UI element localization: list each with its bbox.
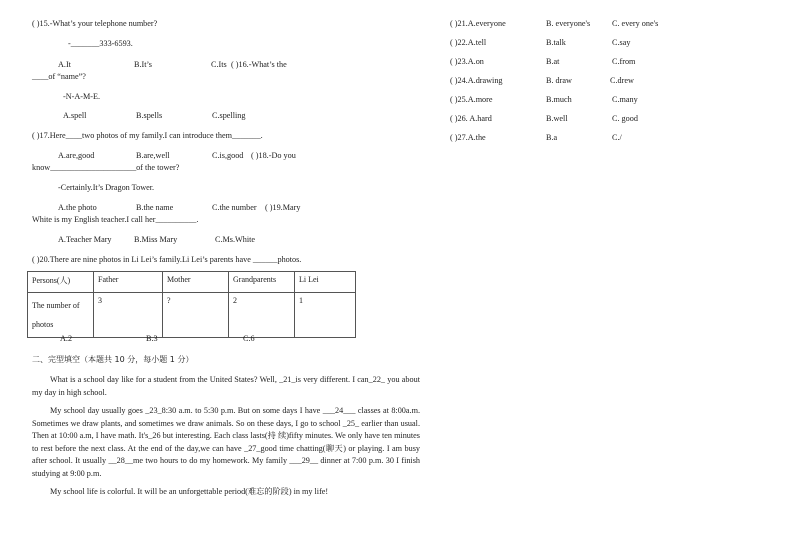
q18-option-a: A.the photo	[58, 203, 97, 212]
q16-stem-cont: ____of “name”?	[32, 72, 86, 81]
q16-option-a: A.spell	[63, 111, 87, 120]
q18-option-c: C.the number	[212, 203, 257, 212]
q20-option-b: B.3	[146, 334, 158, 343]
q15-option-a: A.It	[58, 60, 71, 69]
cloze-passage	[32, 374, 420, 505]
q17-stem: ( )17.Here____two photos of my family.I can introduce them_______.	[32, 131, 263, 140]
table-header-persons: Persons(人)	[28, 272, 94, 293]
q18-stem-cont: know_____________________of the tower?	[32, 163, 180, 172]
photos-table	[27, 271, 356, 338]
q24-option-c: C.drew	[610, 76, 634, 85]
q22-stem: ( )22.A.tell	[450, 38, 487, 47]
q20-stem: ( )20.There are nine photos in Li Lei’s family.Li Lei’s parents have ______photos.	[32, 255, 302, 264]
q18-stem-start: ( )18.-Do you	[251, 151, 296, 160]
q18-option-b: B.the name	[136, 203, 174, 212]
q18-response: -Certainly.It’s Dragon Tower.	[58, 183, 155, 192]
q16-option-b: B.spells	[136, 111, 163, 120]
q17-option-c: C.is,good	[212, 151, 244, 160]
cloze-paragraph-2: My school day usually goes _23_8:30 a.m. to 5:30 p.m. But on some days I have ___24___ classes at 8:00a.m. Sometimes we draw plants, and sometimes we draw animals. So on these days, I go to school _25_ earlier than usual. Then at 10:00 a.m, I have math. It's_26 but interesting. Each class lasts(持 续)fifty minutes. We only have ten minutes to rest before the next class. At the end of the day,we can have _27_good time chatting(聊天) or playing. I am busy after school. It usually __28__me two hours to do my homework. My family ___29__ dinner at 7:00 p.m. 30 I finish studying at 9:00 p.m.	[32, 406, 420, 478]
q27-option-c: C./	[612, 133, 622, 142]
table-cell-li-lei: 1	[295, 293, 356, 338]
table-header-mother: Mother	[163, 272, 229, 293]
cloze-paragraph-3: My school life is colorful. It will be an unforgettable period(难忘的阶段) in my life!	[50, 487, 329, 496]
q23-option-b: B.at	[546, 57, 560, 66]
table-row-label-line1: The number of	[32, 301, 80, 310]
q15-answer-line: -_______333-6593.	[68, 39, 133, 48]
table-row-label-line2: photos	[32, 320, 54, 329]
q26-option-b: B.well	[546, 114, 568, 123]
q26-stem: ( )26. A.hard	[450, 114, 492, 123]
table-header-li-lei: Li Lei	[295, 272, 356, 293]
q23-stem: ( )23.A.on	[450, 57, 484, 66]
q15-option-c: C.Its	[211, 60, 227, 69]
q24-stem: ( )24.A.drawing	[450, 76, 503, 85]
q19-option-a: A.Teacher Mary	[58, 235, 112, 244]
q22-option-b: B.talk	[546, 38, 566, 47]
q19-stem-cont: White is my English teacher.I call her__________.	[32, 215, 199, 224]
q25-option-c: C.many	[612, 95, 638, 104]
cloze-paragraph-1: What is a school day like for a student from the United States? Well, _21_is very different. I can_22_ you about my day in high school.	[32, 375, 420, 397]
q19-option-c: C.Ms.White	[215, 235, 256, 244]
section-heading: 二、完型填空（本题共 10 分，每小题 1 分）	[32, 355, 194, 364]
q16-spelling: -N-A-M-E.	[63, 92, 101, 101]
table-header-grandparents: Grandparents	[229, 272, 295, 293]
table-cell-father: 3	[94, 293, 163, 338]
q20-option-a: A.2	[60, 334, 73, 343]
table-row-label	[28, 293, 94, 338]
q19-option-b: B.Miss Mary	[134, 235, 178, 244]
table-cell-mother: ?	[163, 293, 229, 338]
q24-option-b: B. draw	[546, 76, 572, 85]
q23-option-c: C.from	[612, 57, 636, 66]
q21-stem: ( )21.A.everyone	[450, 19, 506, 28]
q27-stem: ( )27.A.the	[450, 133, 486, 142]
q16-option-c: C.spelling	[212, 111, 246, 120]
table-cell-grandparents: 2	[229, 293, 295, 338]
q27-option-b: B.a	[546, 133, 558, 142]
q17-option-a: A.are,good	[58, 151, 95, 160]
q21-option-b: B. everyone's	[546, 19, 591, 28]
q15-stem: ( )15.-What’s your telephone number?	[32, 19, 158, 28]
q15-option-b: B.It’s	[134, 60, 152, 69]
q25-option-b: B.much	[546, 95, 572, 104]
q17-option-b: B.are,well	[136, 151, 170, 160]
q21-option-c: C. every one's	[612, 19, 659, 28]
q22-option-c: C.say	[612, 38, 631, 47]
q25-stem: ( )25.A.more	[450, 95, 493, 104]
q26-option-c: C. good	[612, 114, 638, 123]
q16-stem-start: ( )16.-What’s the	[231, 60, 287, 69]
table-header-father: Father	[94, 272, 163, 293]
q19-stem-start: ( )19.Mary	[265, 203, 301, 212]
q20-option-c: C.6	[243, 334, 255, 343]
